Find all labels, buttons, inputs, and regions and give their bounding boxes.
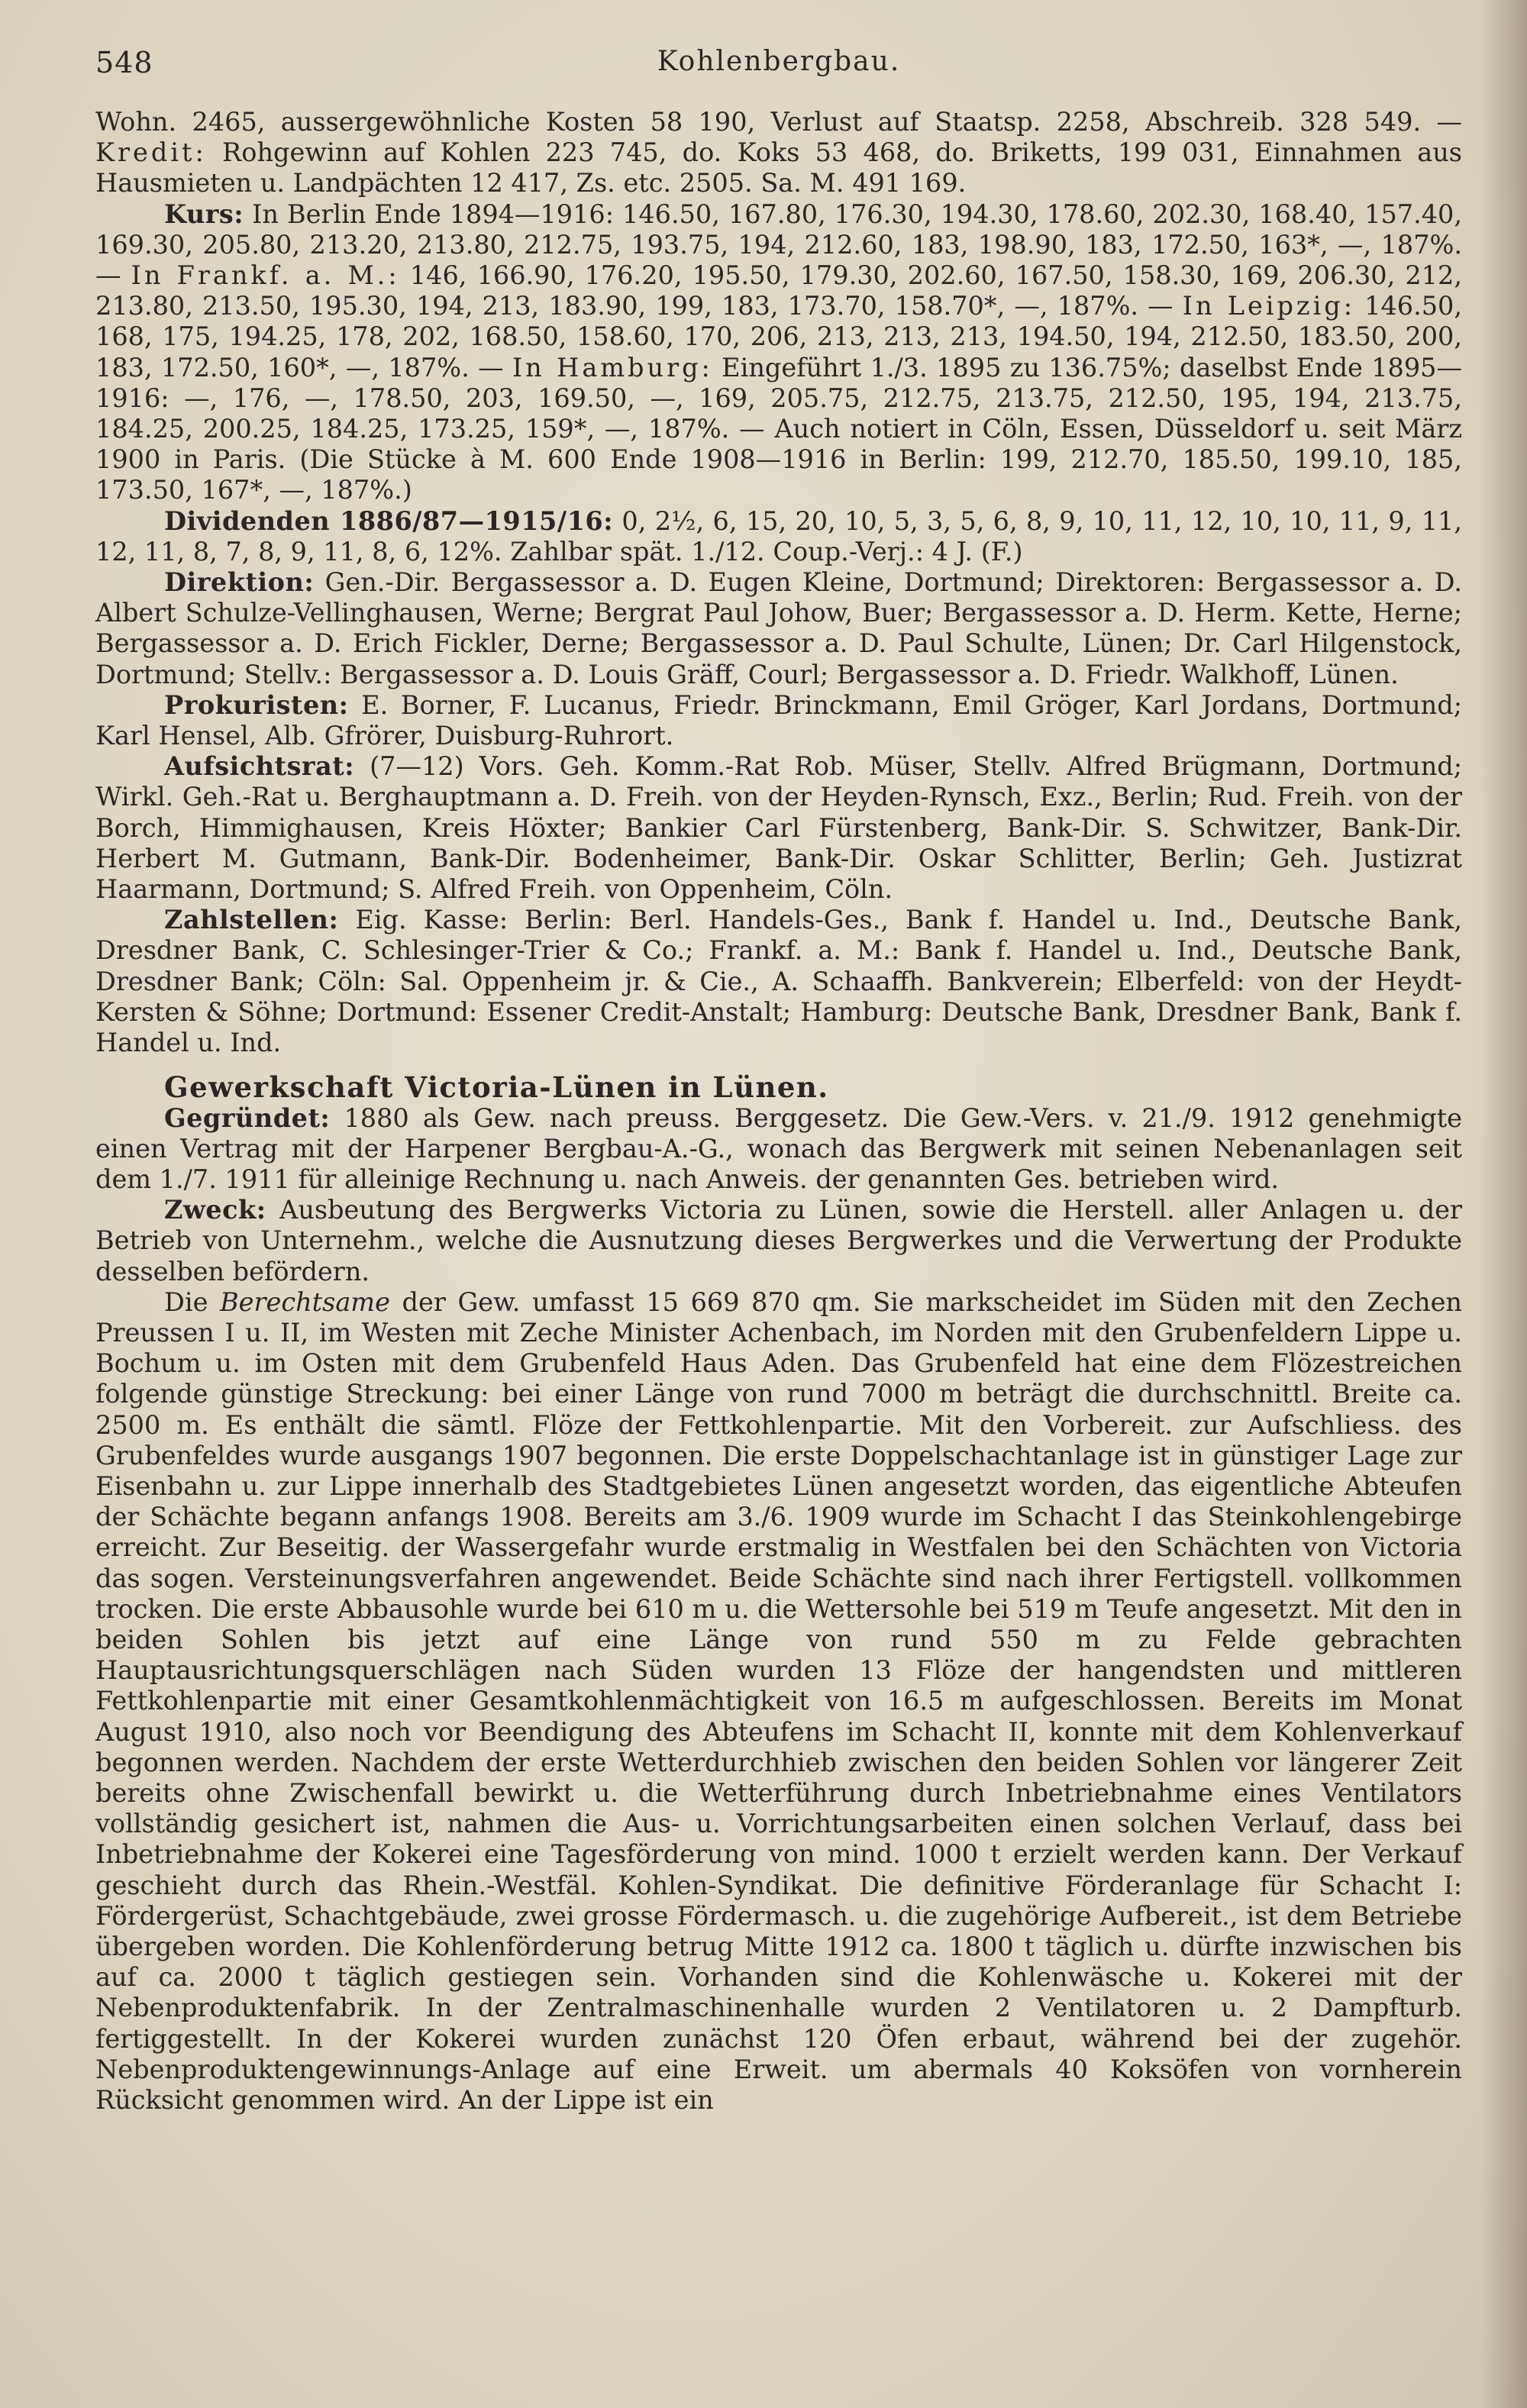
paragraph-direktion	[95, 567, 1462, 690]
paragraph-zweck	[95, 1195, 1462, 1287]
paragraph-financials	[95, 107, 1462, 199]
gegruendet-label: Gegründet:	[164, 1102, 331, 1133]
paragraph-prokuristen	[95, 690, 1462, 751]
kurs-hamburg-label: In Hamburg:	[512, 352, 713, 383]
dividenden-label: Dividenden 1886/87—1915/16:	[164, 505, 614, 536]
paragraph-text: 1880 als Gew. nach preuss. Berggesetz. Die Gew.-Vers. v. 21./9. 1912 genehmigte einen Vertrag mit der Harpener Bergbau-A.-G., wonach das Bergwerk mit seinen Nebenanlagen seit dem 1./7. 1911 für alleinige Rechnung u. nach Anweis. der genannten Ges. betrieben wird.	[95, 1102, 1462, 1194]
paragraph-text: In Berlin Ende 1894—1916: 146.50, 167.80, 176.30, 194.30, 178.60, 202.30, 168.40, 157.40, 169.30, 205.80, 213.20, 213.80, 212.75, 193.75, 194, 212.60, 183, 198.90, 183, 172.50, 163*, —, 187%. —	[95, 199, 1462, 291]
paragraph-gegruendet	[95, 1103, 1462, 1196]
paragraph-kurs	[95, 199, 1462, 506]
paragraph-text: 0, 2½, 6, 15, 20, 10, 5, 3, 5, 6, 8, 9, 10, 11, 12, 10, 10, 11, 9, 11, 12, 11, 8, 7, 8, 9, 11, 8, 6, 12%. Zahlbar spät. 1./12. Coup.-Verj.: 4 J. (F.)	[95, 505, 1462, 566]
paragraph-aufsichtsrat	[95, 751, 1462, 905]
direktion-label: Direktion:	[164, 567, 315, 598]
running-title: Kohlenbergbau.	[657, 46, 901, 77]
paragraph-text: Eig. Kasse: Berlin: Berl. Handels-Ges., Bank f. Handel u. Ind., Deutsche Bank, Dresdner Bank, C. Schlesinger-Trier & Co.; Frankf. a. M.: Bank f. Handel u. Ind., Deutsche Bank, Dresdner Bank; Cöln: Sal. Oppenheim jr. & Cie., A. Schaaffh. Bankverein; Elberfeld: von der Heydt-Kersten & Söhne; Dortmund: Essener Credit-Anstalt; Hamburg: Deutsche Bank, Dresdner Bank, Bank f. Handel u. Ind.	[95, 905, 1462, 1058]
paragraph-dividenden	[95, 506, 1462, 567]
paragraph-text: Gen.-Dir. Bergassessor a. D. Eugen Kleine, Dortmund; Direktoren: Bergassessor a. D. Albert Schulze-Vellinghausen, Werne; Bergrat Paul Johow, Buer; Bergassessor a. D. Herm. Kette, Herne; Bergassessor a. D. Erich Fickler, Derne; Bergassessor a. D. Paul Schulte, Lünen; Dr. Carl Hilgenstock, Dortmund; Stellv.: Bergassessor a. D. Louis Gräff, Courl; Bergassessor a. D. Friedr. Walkhoff, Lünen.	[95, 567, 1462, 689]
page-header	[95, 46, 1462, 92]
kurs-leipzig-label: In Leipzig:	[1182, 291, 1356, 321]
page-number: 548	[95, 46, 153, 79]
prokuristen-label: Prokuristen:	[164, 689, 349, 720]
kurs-label: Kurs:	[164, 199, 244, 229]
berechtsame-word: Berechtsame	[220, 1286, 390, 1317]
paragraph-text: 146, 166.90, 176.20, 195.50, 179.30, 202.60, 167.50, 158.30, 169, 206.30, 212, 213.80, 213.50, 195.30, 194, 213, 183.90, 199, 183, 173.70, 158.70*, —, 187%. —	[95, 260, 1462, 321]
kredit-label: Kredit:	[95, 137, 207, 168]
paragraph-zahlstellen	[95, 905, 1462, 1058]
paragraph-text: (7—12) Vors. Geh. Komm.-Rat Rob. Müser, Stellv. Alfred Brügmann, Dortmund; Wirkl. Geh.-Rat u. Berghauptmann a. D. Freih. von der Heyden-Rynsch, Exz., Berlin; Rud. Freih. von der Borch, Himmighausen, Kreis Höxter; Bankier Carl Fürstenberg, Bank-Dir. S. Schwitzer, Bank-Dir. Herbert M. Gutmann, Bank-Dir. Bodenheimer, Bank-Dir. Oskar Schlitter, Berlin; Geh. Justizrat Haarmann, Dortmund; S. Alfred Freih. von Oppenheim, Cöln.	[95, 751, 1462, 905]
paragraph-text: der Gew. umfasst 15 669 870 qm. Sie markscheidet im Süden mit den Zechen Preussen I u. II, im Westen mit Zeche Minister Achenbach, im Norden mit den Grubenfeldern Lippe u. Bochum u. im Osten mit dem Grubenfeld Haus Aden. Das Grubenfeld hat eine dem Flözestreichen folgende günstige Streckung: bei einer Länge von rund 7000 m beträgt die durchschnittl. Breite ca. 2500 m. Es enthält die sämtl. Flöze der Fettkohlenpartie. Mit den Vorbereit. zur Aufschliess. des Grubenfeldes wurde ausgangs 1907 begonnen. Die erste Doppelschachtanlage ist in günstiger Lage zur Eisenbahn u. zur Lippe innerhalb des Stadtgebietes Lünen angesetzt worden, das eigentliche Abteufen der Schächte begann anfangs 1908. Bereits am 3./6. 1909 wurde im Schacht I das Steinkohlengebirge erreicht. Zur Beseitig. der Wassergefahr wurde erstmalig in Westfalen bei den Schächten von Victoria das sogen. Versteinungsverfahren angewendet. Beide Schächte sind nach ihrer Fertigstell. vollkommen trocken. Die erste Abbausohle wurde bei 610 m u. die Wettersohle bei 519 m Teufe angesetzt. Mit den in beiden Sohlen bis jetzt auf eine Länge von rund 550 m zu Felde gebrachten Hauptausrichtungsquerschlägen nach Süden wurden 13 Flöze der hangendsten und mittleren Fettkohlenpartie mit einer Gesamtkohlenmächtigkeit von 16.5 m aufgeschlossen. Bereits im Monat August 1910, also noch vor Beendigung des Abteufens im Schacht II, konnte mit dem Kohlenverkauf begonnen werden. Nachdem der erste Wetterdurchhieb zwischen den beiden Sohlen vor längerer Zeit bereits ohne Zwischenfall bewirkt u. die Wetterführung durch Inbetriebnahme eines Ventilators vollständig gesichert ist, nahmen die Aus- u. Vorrichtungsarbeiten einen solchen Verlauf, dass bei Inbetriebnahme der Kokerei eine Tagesförderung von mind. 1000 t erzielt werden kann. Der Verkauf geschieht durch das Rhein.-Westfäl. Kohlen-Syndikat. Die definitive Förderanlage für Schacht I: Fördergerüst, Schachtgebäude, zwei grosse Fördermasch. u. die zugehörige Aufbereit., ist dem Betriebe übergeben worden. Die Kohlenförderung betrug Mitte 1912 ca. 1800 t täglich u. dürfte inzwischen bis auf ca. 2000 t täglich gestiegen sein. Vorhanden sind die Kohlenwäsche u. Kokerei mit der Nebenproduktenfabrik. In der Zentralmaschinenhalle wurden 2 Ventilatoren u. 2 Dampfturb. fertiggestellt. In der Kokerei wurden zunächst 120 Öfen erbaut, während bei der zugehör. Nebenproduktengewinnungs-Anlage auf eine Erweit. um abermals 40 Koksöfen von vornherein Rücksicht genommen wird. An der Lippe ist ein	[95, 1286, 1463, 2115]
paragraph-text: Wohn. 2465, aussergewöhnliche Kosten 58 190, Verlust auf Staatsp. 2258, Abschreib. 328 549. —	[95, 107, 1462, 137]
page-edge-shadow	[1481, 0, 1527, 2408]
kurs-frankfurt-label: In Frankf. a. M.:	[131, 260, 400, 291]
paragraph-text: Die	[164, 1286, 221, 1317]
paragraph-text: 146.50, 168, 175, 194.25, 178, 202, 168.50, 158.60, 170, 206, 213, 213, 213, 194.50, 194, 212.50, 183.50, 200, 183, 172.50, 160*, —, 187%. —	[95, 291, 1463, 383]
zahlstellen-label: Zahlstellen:	[164, 905, 339, 935]
zweck-label: Zweck:	[164, 1195, 266, 1225]
section-heading: Gewerkschaft Victoria-Lünen in Lünen.	[164, 1070, 829, 1105]
paragraph-text: Ausbeutung des Bergwerks Victoria zu Lünen, sowie die Herstell. aller Anlagen u. der Betrieb von Unternehm., welche die Ausnutzung dieses Bergwerkes und die Verwertung der Produkte desselben befördern.	[95, 1195, 1462, 1286]
aufsichtsrat-label: Aufsichtsrat:	[164, 751, 355, 782]
paragraph-text: Rohgewinn auf Kohlen 223 745, do. Koks 53 468, do. Briketts, 199 031, Einnahmen aus Hausmieten u. Landpächten 12 417, Zs. etc. 2505. Sa. M. 491 169.	[95, 137, 1462, 199]
paragraph-text: E. Borner, F. Lucanus, Friedr. Brinckmann, Emil Gröger, Karl Jordans, Dortmund; Karl Hensel, Alb. Gfrörer, Duisburg-Ruhrort.	[95, 689, 1462, 751]
main-text	[95, 107, 1462, 2116]
paragraph-berechtsame	[95, 1287, 1462, 2116]
paragraph-text: Eingeführt 1./3. 1895 zu 136.75%; daselbst Ende 1895—1916: —, 176, —, 178.50, 203, 169.50, —, 169, 205.75, 212.75, 213.75, 212.50, 195, 194, 213.75, 184.25, 200.25, 184.25, 173.25, 159*, —, 187%. — Auch notiert in Cöln, Essen, Düsseldorf u. seit März 1900 in Paris. (Die Stücke à M. 600 Ende 1908—1916 in Berlin: 199, 212.70, 185.50, 199.10, 185, 173.50, 167*, —, 187%.)	[95, 352, 1462, 505]
